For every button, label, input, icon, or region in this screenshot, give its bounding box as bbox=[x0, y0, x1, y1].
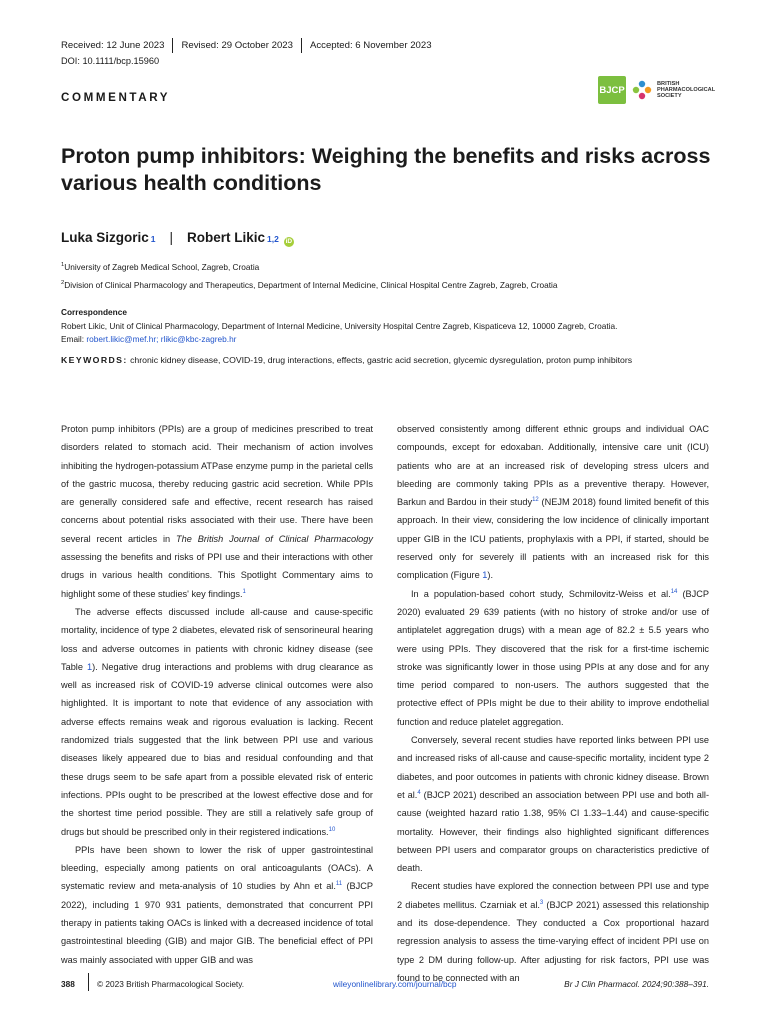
bps-logo-text: BRITISH PHARMACOLOGICAL SOCIETY bbox=[657, 80, 716, 100]
accepted-date: Accepted: 6 November 2023 bbox=[309, 40, 432, 51]
orcid-icon[interactable]: iD bbox=[285, 238, 293, 245]
correspondence-heading: Correspondence bbox=[61, 307, 127, 317]
journal-logos bbox=[598, 76, 715, 104]
doi[interactable]: DOI: 10.1111/bcp.15960 bbox=[61, 56, 160, 66]
publication-dates bbox=[61, 38, 432, 53]
copyright: © 2023 British Pharmacological Society. bbox=[97, 979, 245, 989]
correspondence-address: Robert Likic, Unit of Clinical Pharmacology, Department of Internal Medicine, University Hospital Centre Zagreb, Kispaticeva 12, 10000 Zagreb, Croatia. bbox=[61, 321, 618, 331]
journal-citation: Br J Clin Pharmacol. 2024;90:388–391. bbox=[564, 979, 709, 989]
keywords-label: KEYWORDS: bbox=[61, 355, 128, 365]
received-date: Received: 12 June 2023 bbox=[61, 40, 165, 51]
affiliation: $^1$University of Zagreb Medical School, Zagreb, Croatia bbox=[61, 262, 260, 272]
email-links[interactable]: robert.likic@mef.hr; rlikic@kbc-zagreb.hr bbox=[86, 333, 237, 344]
body-paragraph: In a population-based cohort study, Schmilovitz-Weiss et al.$^{14}$ (BJCP 2020) evaluated 29 639 patients (with no history of stroke and/or use of antiplatelet aggregation drugs) with a mean age of 82.2 ± 5.5 years who were using PPIs. They discovered that the risk for a first-time ischemic stroke was significantly lower in those using PPIs at any dose and for any time period compared to non-users. The authors suggested that the protective effect of PPIs might be due to their ability to improve endothelial function and reduce platelet aggregation. bbox=[397, 588, 709, 727]
section-label: COMMENTARY bbox=[61, 91, 171, 104]
body-column-left bbox=[61, 420, 373, 969]
author-separator: | bbox=[169, 230, 174, 245]
author-name[interactable]: Robert Likic bbox=[187, 230, 266, 245]
body-paragraph: The adverse effects discussed include all-cause and cause-specific mortality, incidence of type 2 diabetes, elevated risk of sensorineural hearing loss and adverse outcomes in patients with chronic kidney disease (see Table 1). Negative drug interactions and problems with drug clearance as well as increased risk of COVID-19 adverse clinical outcomes were also highlighted. It is important to note that evidence of any association with adverse effects remains weak and rigorous evaluation is lacking. Recent randomized trials suggested that the link between PPI use and various diseases likely appeared due to bias and residual confounding and that these drugs seem to be safe apart from a possible elevated risk of enteric infections. PPIs ought to be prescribed at the lowest effective dose and for the shortest time period possible. They are still a relatively safe group of drugs but should be prescribed only in their registered indications.$^{10}$ bbox=[61, 606, 373, 837]
bps-logo-icon bbox=[631, 79, 653, 101]
footer-divider bbox=[88, 973, 89, 991]
revised-date: Revised: 29 October 2023 bbox=[181, 40, 293, 51]
email-label: Email: bbox=[61, 333, 87, 344]
date-divider bbox=[301, 38, 302, 53]
body-paragraph: observed consistently among different ethnic groups and individual OAC compounds, except for edoxaban. Additionally, intensive care unit (ICU) patients who are at an increased risk of developing stress ulcers and bleeding are commonly taking PPIs as a preventive therapy. However, Barkun and Bardou in their study$^{12}$ (NEJM 2018) found limited benefit of this approach. In their view, considering the low incidence of clinically important upper GIB in the ICU patients, prophylaxis with a PPI, if started, should be reserved only for severely ill patients with an increased risk for this complication (Figure 1). bbox=[397, 424, 710, 581]
body-column-right bbox=[397, 420, 709, 987]
affiliation: $^2$Division of Clinical Pharmacology and Therapeutics, Department of Internal Medicine, Clinical Hospital Centre Zagreb, Zagreb, Croatia bbox=[61, 280, 558, 290]
body-paragraph: Conversely, several recent studies have reported links between PPI use and increased risks of all-cause and cause-specific mortality, incident type 2 diabetes, and poor outcomes in patients with chronic kidney disease. Brown et al.$^4$ (BJCP 2021) described an association between PPI use and both all-cause (weighted hazard ratio 1.38, 95% CI 1.33–1.44) and cause-specific mortality. However, their findings also highlighted significant differences between PPI users and comparator groups on characteristics predictive of death. bbox=[397, 735, 710, 874]
keywords bbox=[61, 354, 701, 367]
author-name[interactable]: Luka Sizgoric bbox=[61, 230, 149, 245]
page-number: 388 bbox=[61, 979, 75, 989]
journal-site-link[interactable]: wileyonlinelibrary.com/journal/bcp bbox=[333, 979, 457, 989]
correspondence-details bbox=[61, 320, 617, 346]
author-list bbox=[61, 230, 294, 246]
keywords-list: chronic kidney disease, COVID-19, drug interactions, effects, gastric acid secretion, glycemic dysregulation, proton pump inhibitors bbox=[130, 355, 633, 365]
article-title: Proton pump inhibitors: Weighing the benefits and risks across various health conditions bbox=[61, 144, 711, 195]
body-paragraph: PPIs have been shown to lower the risk of upper gastrointestinal bleeding, especially among patients on oral anticoagulants (OACs). A systematic review and meta-analysis of 10 studies by Ahn et al.$^{11}$ (BJCP 2022), including 1 970 931 patients, demonstrated that concurrent PPI therapy in patients taking OACs is linked with a decreased incidence of total gastrointestinal bleeding (GIB) and major GIB. The beneficial effect of PPI was mainly associated with upper GIB and was bbox=[61, 844, 373, 965]
page-footer bbox=[61, 979, 709, 999]
body-paragraph: Recent studies have explored the connection between PPI use and type 2 diabetes mellitus. Czarniak et al.$^3$ (BJCP 2021) assessed this relationship and its dose-dependence. They conducted a Cox proportional hazard regression analysis to assess the time-varying effect of incident PPI use on type 2 DM during follow-up. After adjusting for risk factors, PPI use was found to be connected with an bbox=[397, 881, 709, 983]
bjcp-logo: BJCP bbox=[598, 76, 626, 104]
author-affiliation-ref[interactable]: 1 bbox=[150, 234, 156, 244]
author-affiliation-ref[interactable]: 1,2 bbox=[267, 234, 279, 244]
date-divider bbox=[172, 38, 173, 53]
body-paragraph: Proton pump inhibitors (PPIs) are a group of medicines prescribed to treat disorders related to stomach acid. Their mechanism of action involves inhibiting the hydrogen-potassium ATPase enzyme pump in the parietal cells of the gastric mucosa, thereby reducing gastric acid secretion. While PPIs are generally considered safe and effective, recent research has raised concerns about potential risks associated with their use. There have been several recent articles in The British Journal of Clinical Pharmacology assessing the benefits and risks of PPI use and their interactions with other drugs in various health conditions. This Spotlight Commentary aims to highlight some of these studies' key findings.$^1$ bbox=[61, 424, 373, 599]
